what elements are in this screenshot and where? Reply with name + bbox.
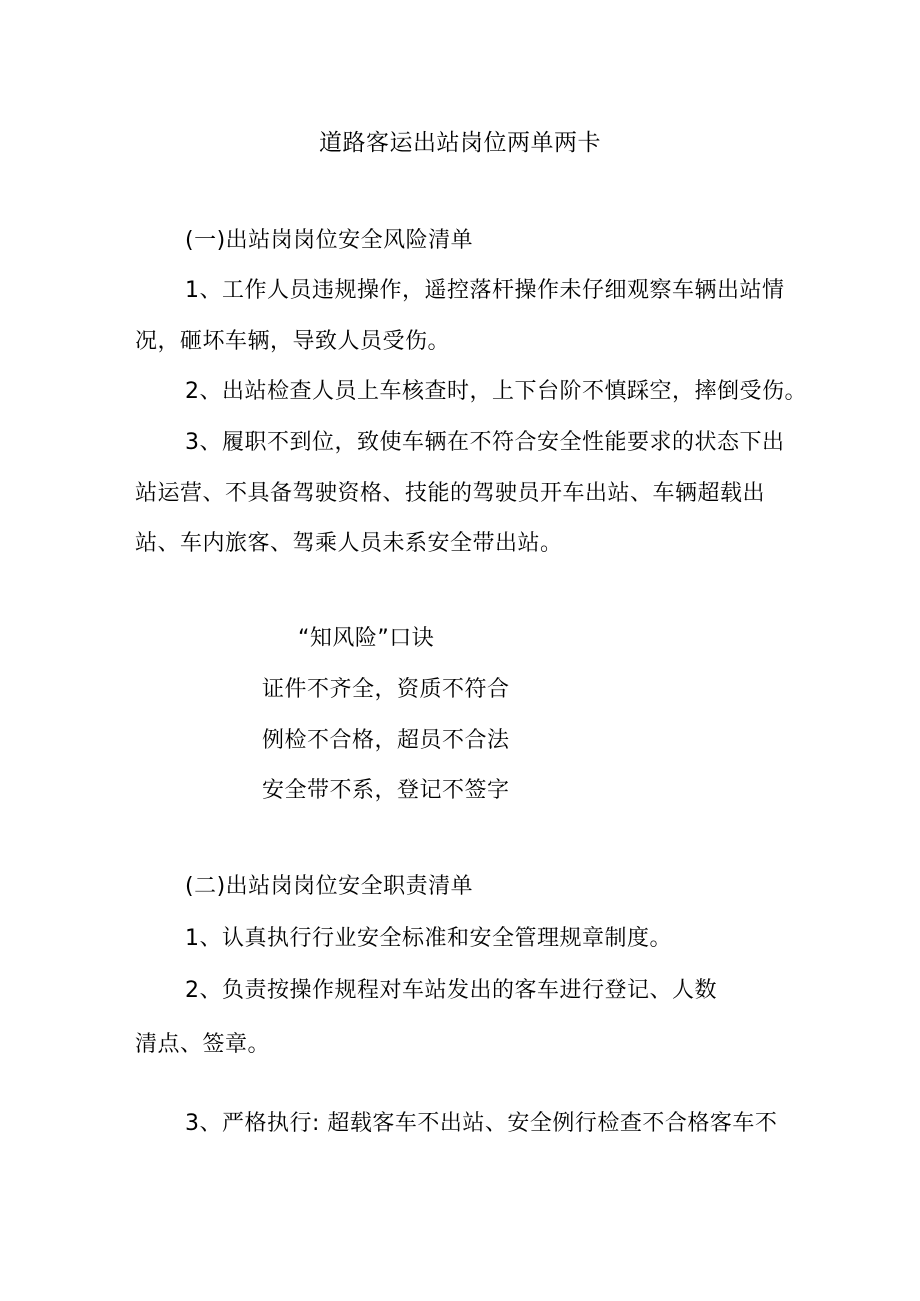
duty-list-heading: (二)出站岗岗位安全职责清单 <box>185 874 474 899</box>
risk-item-2: 2、出站检查人员上车核查时，上下台阶不慎踩空，摔倒受伤。 <box>185 379 807 404</box>
duty-item-2-line-1: 2、负责按操作规程对车站发出的客车进行登记、人数 <box>185 978 717 1003</box>
rhyme-line-2: 例检不合格，超员不合法 <box>262 728 510 753</box>
risk-item-3-line-3: 站、车内旅客、驾乘人员未系安全带出站。 <box>135 531 563 556</box>
duty-item-3: 3、严格执行: 超载客车不出站、安全例行检查不合格客车不 <box>185 1111 778 1136</box>
rhyme-heading: “知风险”口诀 <box>298 626 435 651</box>
duty-item-1: 1、认真执行行业安全标准和安全管理规章制度。 <box>185 926 672 951</box>
rhyme-line-3: 安全带不系，登记不签字 <box>262 778 510 803</box>
rhyme-line-1: 证件不齐全，资质不符合 <box>262 677 510 702</box>
risk-item-3-line-2: 站运营、不具备驾驶资格、技能的驾驶员开车出站、车辆超载出 <box>135 481 766 506</box>
page-title: 道路客运出站岗位两单两卡 <box>319 130 601 156</box>
risk-item-3-line-1: 3、履职不到位，致使车辆在不符合安全性能要求的状态下出 <box>185 430 785 455</box>
risk-list-heading: (一)出站岗岗位安全风险清单 <box>185 228 474 253</box>
risk-item-1-line-2: 况，砸坏车辆，导致人员受伤。 <box>135 329 451 354</box>
risk-item-1-line-1: 1、工作人员违规操作，遥控落杆操作未仔细观察车辆出站情 <box>185 278 785 303</box>
duty-item-2-line-2: 清点、签章。 <box>135 1032 271 1057</box>
